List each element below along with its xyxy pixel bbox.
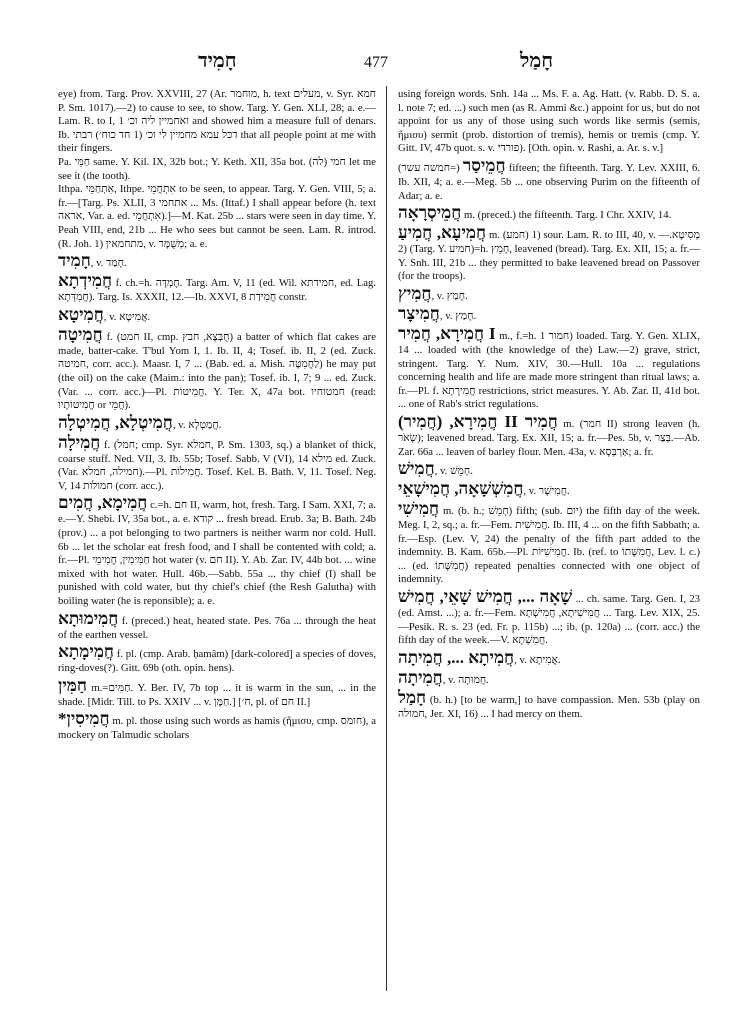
right-column xyxy=(398,88,700,998)
entry-body: f. (חמל; cmp. Syr. חמלא, P. Sm. 1303, sq.) a blanket of thick, coarse stuff. Ned. VII, 3. Ib. 55b; Tosef. Sabb. V (VI), 14 מילא ed. Zuck. (Var. חמילה, חמלא).—Pl. חֲמִילוֹת. Tosef. Kel. B. Bath. V, 11. Tosef. Neg. V, 14 חמולות (corr. acc.). xyxy=(58,438,376,492)
entry-body: f. pl. (cmp. Arab. ḥamâm) [dark-colored] a species of doves, ring-doves(?). Gitt. 69b (oth. opin. hens). xyxy=(58,648,376,675)
entry-body: , v. חָמַד. xyxy=(90,257,127,270)
entry-body: m. (חמר II) strong leaven (h. שְׂאֹר); leavened bread. Targ. Ex. XII, 15; a. fr.—Pes. 5b, v. בְּצַר.—Ab. Zar. 66a ... leaven of barley flour. Men. 43a, v. אַרְבְּסָא; a. fr. xyxy=(398,417,700,458)
entry-headword: חֲמִישׁ xyxy=(398,459,435,479)
entry-body: f. ch.=h. חֶמְדָּה. Targ. Am. V, 11 (ed. Wil. חמידתא, ed. Lag. חֲמִדְּתָא). Targ. Is. XXXII, 12.—Ib. XXVI, 8 חֲמִידַת constr. xyxy=(58,277,376,304)
entry-body: f. (חמט II, cmp. חֻבְּצָא, חבץ) a batter of which flat cakes are made, batter-cake. T'bul Yom I, 1. Ib. II, 4; Tosef. ib. II, 2 (ed. Zuck. חמיטה, corr. acc.). Maasr. I, 7 ... (Bab. ed. a. Mish. לַחֲמִטָּה) he may put (the oil) on the cake (Maim.: into the pan); Tosef. ib. I, 7; 9 ... ed. Zuck. (Var. ... corr. acc.)—Pl. חֲמִיטוֹת. Y. Ter. X, 47a bot. חמטוחיו (read: חֲמִיטוֹתָיו or חֲמֵי). xyxy=(58,330,376,412)
entry-headword: חֲמִירָא, חֲמִיר I xyxy=(398,323,496,343)
entry-body: ... ch. same. Targ. Gen. I, 23 (ed. Amst. ...); a. fr.—Fem. חֲמִישִׁיתָא, חֲמִישְׁתָא ... Targ. Lev. XIX, 25.—Pesik. R. s. 23 (ed. Fr. p. 115b) ...; ib. (p. 120a) ... (corr. acc.) the fifth day of the week.—V. חֲמִשְׁתָא. xyxy=(398,593,700,647)
dictionary-entry xyxy=(58,251,376,271)
entry-body: m. (חמע) 1) sour. Lam. R. to III, 40, v. מְסִיטָא.—2) (Targ. Y. חמיע)=h. חָמֵץ, leavened (bread). Targ. Ex. XII, 15; a. fr.—Y. Snh. III, 21b ... they permitted to bake leavened bread on Passover (for the troops). xyxy=(398,229,700,283)
entry-body: , v. חָמֵשׁ. xyxy=(434,465,473,478)
entry-body: , v. חֲמַטְלָא. xyxy=(172,418,222,431)
dictionary-entry xyxy=(398,284,700,304)
entry-body: , v. חֲמוּתָה. xyxy=(442,673,489,686)
entry-headword: חֲמִימָתָא xyxy=(58,642,114,662)
entry-headword: חֲמִיץ xyxy=(398,283,432,303)
entry-body: (=חמשה עשר) fifteen; the fifteenth. Targ. Y. Lev. XXIII, 6. Ib. XII, 4; a. e.—Meg. 5b ... one observing Purim on the fifteenth of Adar; a. e. xyxy=(398,161,700,202)
entry-body: m. pl. those using such words as hamis (ἥμισυ, cmp. חומס), a mockery on Talmudic scholars xyxy=(58,715,376,742)
entry-headword: חֲמִימָא, חֲמִים xyxy=(58,493,148,513)
dictionary-entry xyxy=(398,499,700,587)
entry-headword: חֲמִירָא, (חֲמִיר) II חֲמִיר xyxy=(398,411,558,431)
entry-headword: חֲמִימוּתָא xyxy=(58,608,119,628)
entry-body: eye) from. Targ. Prov. XXVIII, 27 (Ar. מוחמר, h. text מעלים, v. Syr. חמא P. Sm. 1017).—2) to cause to see, to show. Targ. Y. Gen. XLI, 28; a. e.—Lam. R. to I, 1 ואחמיין ליה וכ׳ and showed him a measure full of denars. Ib. דכל עמא מחמיין לי וכ׳ (1 חד כוח׳) רבתי that all people point at me with their fingers. xyxy=(58,88,376,155)
entry-headword: חֲמִשְׁשָׁאָה, חֲמִישָׁאֵי xyxy=(398,479,524,499)
entry-headword: חֲמִיתָא ..., חֲמִיתָה xyxy=(398,647,515,667)
dictionary-entry xyxy=(58,709,376,743)
entry-body: m. (preced.) the fifteenth. Targ. I Chr. XXIV, 14. xyxy=(461,209,672,222)
dictionary-entry xyxy=(58,305,376,325)
dictionary-entry xyxy=(58,413,376,433)
entry-body: c.=h. חם II, warm, hot, fresh. Targ. I Sam. XXI, 7; a. e.—Y. Shebi. IV, 35a bot., a. e. קודא ... fresh bread. Erub. 3a; B. Bath. 24b (prov.) ... a pot belonging to two partners is neither warm nor cold. Hull. 6b ... let the scholar eat fresh food, and I shall be contented with cold; a. fr.—Pl. חַמִּימִין, חֲמִימֵי hot water (v. חם II). Y. Ab. Zar. IV, 44b bot. ... wine mixed with hot water. Hull. 46b.—Sabb. 55a ... thy chief (I) shall be punished with cold water, but thy chief's chief (the Resh Galutha) with boiling water (he is reponsible); a. e. xyxy=(58,499,376,608)
entry-body: , v. אֲמִיטָא. xyxy=(103,310,151,323)
entry-body: m.=חַמִּים. Y. Ber. IV, 7b top ... it is warm in the sun, ... in the shade. [Midr. Till. to Ps. XXIV ... v. חַמָּן.] [ח׳, pl. of חם II.] xyxy=(58,681,376,708)
dictionary-entry xyxy=(58,642,376,676)
dictionary-entry xyxy=(58,493,376,608)
dictionary-entry xyxy=(398,88,700,156)
running-head-left: חָמִיד xyxy=(198,50,237,72)
dictionary-entry xyxy=(58,156,376,183)
dictionary-entry xyxy=(398,459,700,479)
dictionary-entry xyxy=(398,304,700,324)
entry-headword: שָׁאָה ..., חֲמִישׁ שָׁאֵי, חֲמִישׁ xyxy=(398,587,573,607)
entry-body: f. (preced.) heat, heated state. Pes. 76a ... through the heat of the earthen vessel. xyxy=(58,614,376,641)
dictionary-entry xyxy=(58,609,376,643)
entry-body: , v. חָמַץ. xyxy=(431,289,468,302)
dictionary-entry xyxy=(58,433,376,494)
entry-body: m., f.=h. חמור 1) loaded. Targ. Y. Gen. XLIX, 14 ... loaded with (the knowledge of the) Law.—2) grave, strict, stringent. Targ. Y. Num. XIV, 30.—Hull. 10a ... regulations concerning health and life are made more stringent than ritual laws; a. fr.—Pl. f. חֲמִירָתָא restrictions, strict measures. Y. Ab. Zar. II, 41d bot. ... one of Rab's strict regulations. xyxy=(398,329,700,411)
dictionary-entry xyxy=(398,668,700,688)
dictionary-entry xyxy=(398,324,700,412)
entry-headword: חֲמִיטְלָא, חֲמִיטְלָה xyxy=(58,412,173,432)
dictionary-entry xyxy=(58,183,376,251)
dictionary-entry xyxy=(58,676,376,710)
entry-body: (b. h.) [to be warm,] to have compassion. Men. 53b (play on חמולה, Jer. XI, 16) ... I had mercy on them. xyxy=(398,693,700,720)
entry-headword: חָמִיד xyxy=(58,251,91,271)
dictionary-entry xyxy=(398,648,700,668)
entry-body: Ithpa. אִתְחַמֵּי, Ithpe. אִתְחֲמֵי to be seen, to appear. Targ. Y. Gen. VIII, 5; a. fr.—[Targ. Ps. XLII, 3 אתחמי ... Ms. (Ittaf.) I shall appear before (h. text אראה, Var. a. ed. אִתְחֲמֵי).]—M. Kat. 25b ... stars were seen in day time. Y. Peah VIII, end, 21b ... He who sees but cannot be seen. Lam. R. introd. (R. Joh. 1) מתחמאין, v. מְשֻׁמָּר; a. e. xyxy=(58,183,376,250)
entry-body: Pa. חַמֵּי same. Y. Kil. IX, 32b bot.; Y. Keth. XII, 35a bot. (לה) חמי let me see it (the tooth). xyxy=(58,155,376,182)
dictionary-entry xyxy=(398,156,700,203)
entry-headword: חֲמִישִׁי xyxy=(398,499,440,519)
entry-headword: חֲמִילָה xyxy=(58,432,101,452)
entry-headword: חֲמִיתָה xyxy=(398,667,443,687)
entry-headword: *חֲמִיסִין xyxy=(58,709,110,729)
entry-body: , v. חָמַץ. xyxy=(439,309,477,322)
dictionary-entry xyxy=(398,587,700,648)
dictionary-entry xyxy=(398,688,700,722)
dictionary-entry xyxy=(58,88,376,156)
dictionary-entry xyxy=(398,203,700,223)
entry-headword: חֲמֵיסַר xyxy=(462,155,506,175)
left-column xyxy=(58,88,376,998)
running-head-right: חָמַל xyxy=(520,50,554,72)
entry-headword: חֲמִידְתָא xyxy=(58,271,113,291)
dictionary-entry xyxy=(58,271,376,305)
entry-headword: חֲמִיעָא, חֲמִיעַ xyxy=(398,223,487,243)
entry-headword: חֲמֵיסְרָאָה xyxy=(398,203,462,223)
column-divider xyxy=(386,86,387,991)
dictionary-entry xyxy=(398,479,700,499)
entry-headword: חֲמִיטָא xyxy=(58,304,104,324)
dictionary-entry xyxy=(398,223,700,284)
entry-body: using foreign words. Snh. 14a ... Ms. F. a. Ag. Hatt. (v. Rabb. D. S. a. l. note 7; ed. ...) such men (as R. Ammi &c.) appoint for us, but do not appoint for us any of those using such words like sermis (semis, ἥμισυ) sermit (prob. distortion of tremis), hemis or tremis (cmp. Y. Gitt. IV, 47b quot. s. v. פורדי). [Oth. opin. v. Rashi, a. Ar. s. v.] xyxy=(398,88,700,155)
entry-headword: חָמַל xyxy=(398,687,427,707)
entry-headword: חַמִּין xyxy=(58,675,87,695)
entry-body: m. (b. h.; חָמֵשׁ) fifth; (sub. יום) the fifth day of the week. Meg. I, 2, sq.; a. fr.—Fem. חֲמִישִׁית. Ib. III, 4 ... on the fifth Sabbath; a. fr.—Esp. (Lev. V, 24) the penalty of the fifth part added to the indemnity. B. Kam. 65b.—Pl. חֲמִישִׁיּוֹת. Ib. (ref. to חֲמִשָּׁתוֹ, Lev. l. c.) ... (ed. חֲמִשָּׁתוֹ) repeated penalties connected with one object of indemnity. xyxy=(398,505,700,586)
dictionary-entry xyxy=(58,325,376,413)
page-number: 477 xyxy=(364,54,388,71)
entry-body: , v. חֲמִישָׁר. xyxy=(523,485,570,498)
entry-headword: חֲמִיטָה xyxy=(58,324,103,344)
entry-headword: חֲמִיצָר xyxy=(398,303,440,323)
dictionary-entry xyxy=(398,412,700,459)
entry-body: , v. אֲמִיתָא. xyxy=(514,653,561,666)
